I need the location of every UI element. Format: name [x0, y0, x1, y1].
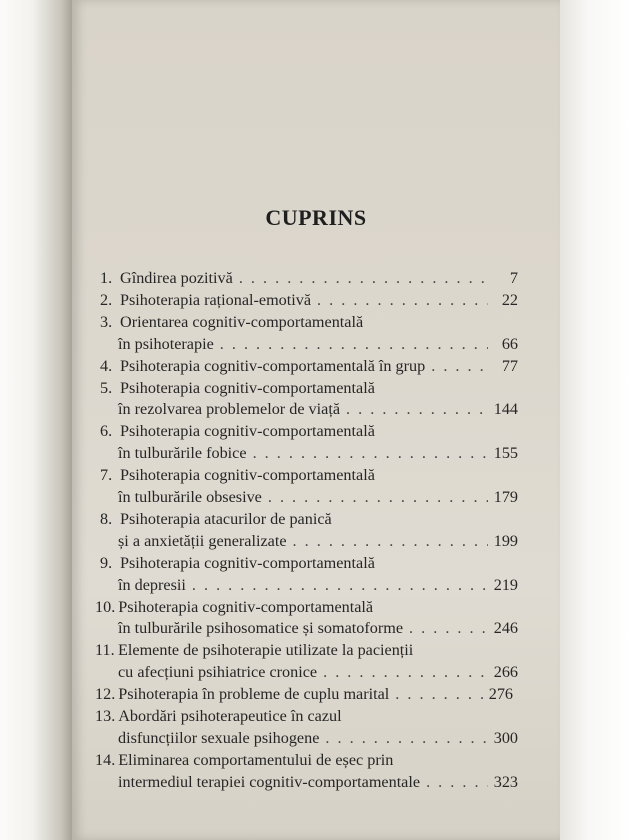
toc-entry-line — [118, 443, 518, 464]
toc-entry-line — [100, 553, 518, 574]
toc-entry-title: în rezolvarea problemelor de viață — [118, 400, 341, 419]
toc-page-number: 199 — [493, 531, 518, 550]
toc-entry-title: Psihoterapia atacurilor de panică — [120, 509, 332, 528]
toc-entry-line — [100, 465, 518, 486]
toc-leader-dots — [323, 662, 488, 683]
toc-page-number: 179 — [493, 488, 518, 506]
toc-entry-title: și a anxietății generalizate — [118, 531, 287, 550]
toc-page-number: 155 — [493, 444, 518, 463]
toc-leader-dots — [426, 772, 488, 793]
toc-entry-title: Eliminarea comportamentului de eșec prin — [118, 750, 394, 769]
toc-entry-line — [118, 662, 518, 683]
toc-entry-title: în psihoterapie — [118, 334, 214, 353]
toc-leader-dots — [253, 443, 488, 464]
toc-leader-dots — [395, 684, 482, 705]
toc-entry-title: în tulburările psihosomatice și somatoforme — [118, 619, 404, 638]
toc-entry-line — [100, 268, 518, 289]
toc-entry-line — [118, 772, 518, 793]
toc-entry-line — [118, 399, 518, 420]
toc-entry-title: în tulburările fobice — [118, 444, 247, 463]
toc-entry-number: 2. — [100, 290, 113, 309]
toc-entry-number: 11. — [95, 641, 115, 660]
toc-entry-title: disfuncțiilor sexuale psihogene — [118, 728, 320, 747]
toc-page-number: 276 — [488, 685, 513, 704]
toc-entry-number: 1. — [100, 269, 113, 287]
toc-entry-title: Psihoterapia cognitiv-comportamentală în grup — [120, 356, 426, 375]
toc-entry-title: Psihoterapia cognitiv-comportamentală — [120, 466, 375, 485]
toc-entry-line — [100, 509, 518, 530]
toc-entry-number: 3. — [100, 312, 113, 331]
toc-entry-line — [118, 487, 518, 508]
toc-leader-dots — [268, 487, 488, 508]
toc-page-number: 219 — [493, 575, 518, 594]
toc-entry-title: în tulburările obsesive — [118, 488, 262, 506]
toc-entry-title: intermediul terapiei cognitiv-comportamentale — [118, 772, 421, 791]
toc-entry-line — [118, 618, 518, 639]
toc-entry-line — [118, 334, 518, 355]
toc-entry-number: 7. — [100, 466, 113, 485]
toc-entry-title: cu afecțiuni psihiatrice cronice — [118, 663, 318, 682]
toc-page-number: 22 — [501, 290, 518, 309]
toc-leader-dots — [431, 356, 488, 377]
toc-page-number: 323 — [493, 772, 518, 791]
toc-entry-number: 4. — [100, 356, 113, 375]
toc-entry-line — [95, 750, 513, 771]
toc-entry-line — [95, 706, 513, 727]
toc-leader-dots — [220, 334, 488, 355]
toc-entry-title: Elemente de psihoterapie utilizate la pacienții — [118, 641, 414, 660]
toc-entry-line — [95, 597, 513, 618]
toc-entry-line — [100, 356, 518, 377]
toc-page-number: 66 — [501, 334, 518, 353]
toc-leader-dots — [325, 728, 487, 749]
toc-entry-title: Psihoterapia cognitiv-comportamentală — [120, 553, 375, 572]
toc-entry-number: 9. — [100, 553, 113, 572]
toc-entry-title: Psihoterapia rațional-emotivă — [120, 290, 312, 309]
toc-page-number: 144 — [493, 400, 518, 419]
toc-entry-number: 14. — [95, 750, 116, 769]
toc-leader-dots — [409, 618, 488, 639]
toc-entry-number: 6. — [100, 422, 113, 441]
toc-entry-number: 8. — [100, 509, 113, 528]
toc-entry-line — [118, 575, 518, 596]
toc-entry-title: Psihoterapia cognitiv-comportamentală — [118, 597, 374, 616]
toc-entry-title: Psihoterapia cognitiv-comportamentală — [120, 378, 375, 397]
toc-entry-number: 5. — [100, 378, 113, 397]
toc-entry-title: Gîndirea pozitivă — [120, 269, 233, 287]
toc-entry-number: 13. — [95, 707, 116, 725]
toc-entry-line — [118, 728, 518, 749]
toc-entry-line — [118, 531, 518, 552]
toc-entry-line — [100, 378, 518, 399]
toc-entry-line — [100, 421, 518, 442]
toc-entry-line — [95, 640, 513, 661]
toc-leader-dots — [239, 268, 488, 289]
toc-page-number: 246 — [493, 619, 518, 638]
toc-page-number: 266 — [493, 663, 518, 682]
toc-entry-title: Psihoterapia cognitiv-comportamentală — [120, 422, 375, 441]
toc-entry-line — [100, 290, 518, 311]
toc-entry-title: în depresii — [118, 575, 186, 594]
toc-entry-number: 12. — [95, 685, 116, 704]
toc-page-number: 77 — [501, 356, 518, 375]
toc-entry-line — [95, 684, 513, 705]
toc-entry-title: Orientarea cognitiv-comportamentală — [120, 312, 364, 331]
toc-entry-title: Psihoterapia în probleme de cuplu marital — [118, 685, 390, 704]
contents-heading: CUPRINS — [265, 205, 367, 230]
toc-page-number: 7 — [509, 269, 518, 287]
toc-leader-dots — [346, 399, 488, 420]
toc-leader-dots — [317, 290, 488, 311]
toc-page-number: 300 — [493, 728, 518, 747]
toc-entry-title: Abordări psihoterapeutice în cazul — [118, 707, 342, 725]
toc-entry-number: 10. — [95, 597, 116, 616]
toc-leader-dots — [293, 531, 488, 552]
toc-leader-dots — [192, 575, 488, 596]
toc-entry-line — [100, 312, 518, 333]
